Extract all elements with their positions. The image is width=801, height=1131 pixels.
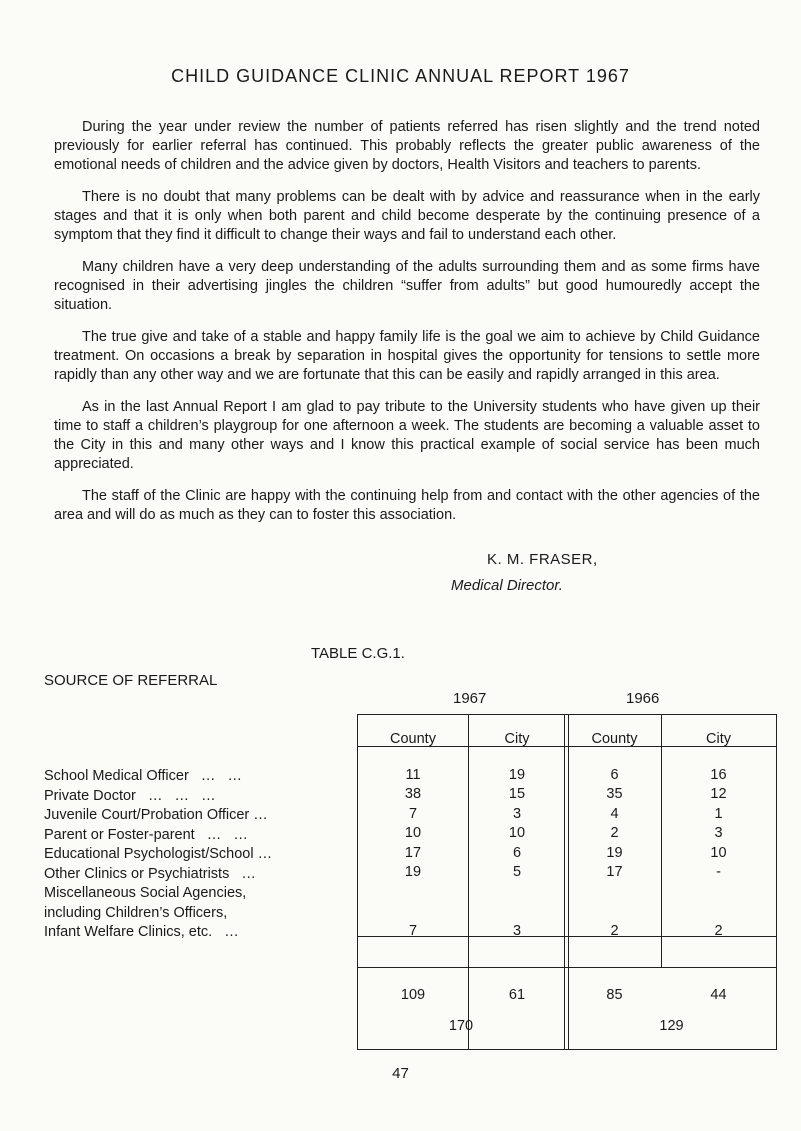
row-label: Miscellaneous Social Agencies, (44, 885, 247, 901)
table-cell: 19 (606, 845, 623, 861)
paragraph: During the year under review the number of patients referred has risen slightly and the trend noted previously for earlier referral has continued. This probably reflects the greater public awareness of the emotional needs of children and the advice given by doctors, Health Visitors and teachers to parents. (54, 119, 760, 173)
table-cell: 2 (610, 923, 619, 939)
source-label: SOURCE OF REFERRAL (44, 672, 218, 689)
column-total: 85 (606, 987, 623, 1003)
paragraph: As in the last Annual Report I am glad to pay tribute to the University students who have given up their time to staff a children’s playgroup for one afternoon a week. The students are becoming a valuable asset to the City in this and many other ways and I know this practical example of social service has been much appreciated. (54, 399, 760, 472)
row-label: Juvenile Court/Probation Officer … (44, 807, 268, 823)
table-cell: 38 (404, 786, 422, 802)
row-label: School Medical Officer … … (44, 768, 242, 784)
table-cell: - (716, 864, 721, 880)
grand-totals-divider (358, 967, 776, 968)
row-label: Infant Welfare Clinics, etc. … (44, 924, 239, 940)
year-total-1967: 170 (448, 1018, 474, 1034)
table-cell: 2 (610, 825, 619, 841)
year-total-1966: 129 (659, 1018, 684, 1034)
table-cell: 17 (606, 864, 623, 880)
col-header-city-1966: City (706, 731, 731, 747)
row-label: Private Doctor … … … (44, 787, 216, 804)
signature-name: K. M. FRASER, (487, 551, 598, 568)
page-number: 47 (392, 1065, 409, 1082)
table-cell: 3 (512, 923, 522, 939)
col-header-county-1967: County (390, 731, 436, 747)
paragraph: There is no doubt that many problems can be dealt with by advice and reassurance when in the early stages and that it is only when both parent and child become desperate by the continuing presence of a symptom that they find it difficult to change their ways and fail to understand each other. (54, 189, 760, 243)
paragraph: Many children have a very deep understanding of the adults surrounding them and as some firms have recognised in their advertising jingles the children “suffer from adults” but good humouredly accept the situation. (54, 259, 760, 313)
column-total: 109 (400, 987, 426, 1003)
table-cell: 7 (408, 806, 418, 822)
table-cell: 19 (404, 864, 422, 880)
year-heading-1967: 1967 (453, 690, 487, 707)
col-header-city-1967: City (504, 731, 530, 747)
table-cell: 12 (710, 786, 727, 802)
table-cell: 16 (710, 767, 727, 783)
report-title: CHILD GUIDANCE CLINIC ANNUAL REPORT 1967 (171, 66, 630, 86)
table-cell: 15 (508, 786, 526, 802)
row-label: Parent or Foster-parent … … (44, 826, 248, 843)
table-cell: 6 (512, 845, 522, 861)
row-label: Educational Psychologist/School … (44, 846, 273, 862)
table-cell: 10 (508, 825, 526, 841)
row-label: Other Clinics or Psychiatrists … (44, 865, 256, 882)
table-cell: 10 (404, 825, 422, 841)
report-body (54, 118, 760, 538)
column-total: 44 (710, 987, 727, 1003)
table-cell: 11 (405, 767, 421, 783)
table-cell: 35 (606, 786, 623, 802)
table-cell: 1 (714, 806, 723, 822)
table-caption: TABLE C.G.1. (311, 645, 405, 662)
table-cell: 5 (512, 864, 522, 880)
table-cell: 3 (714, 825, 723, 841)
table-cell: 4 (610, 806, 619, 822)
column-total: 61 (508, 987, 526, 1003)
table-cell: 3 (512, 806, 522, 822)
row-label: including Children’s Officers, (44, 904, 228, 921)
table-cell: 17 (404, 845, 422, 861)
year-heading-1966: 1966 (626, 690, 660, 707)
table-cell: 19 (508, 767, 526, 783)
paragraph: The true give and take of a stable and happy family life is the goal we aim to achieve by Child Guidance treatment. On occasions a break by separation in hospital gives the opportunity for tensions to settle more rapidly than any other way and we are fortunate that this can be easily and rapidly arranged in this area. (54, 329, 760, 383)
signature-role: Medical Director. (451, 577, 563, 594)
row-labels (44, 767, 272, 943)
table-cell: 7 (408, 923, 418, 939)
table-cell: 2 (714, 923, 723, 939)
paragraph: The staff of the Clinic are happy with the continuing help from and contact with the other agencies of the area and will do as much as they can to foster this association. (54, 488, 760, 523)
table-cell: 6 (610, 767, 619, 783)
table-cell: 10 (710, 845, 727, 861)
col-header-county-1966: County (591, 731, 638, 747)
